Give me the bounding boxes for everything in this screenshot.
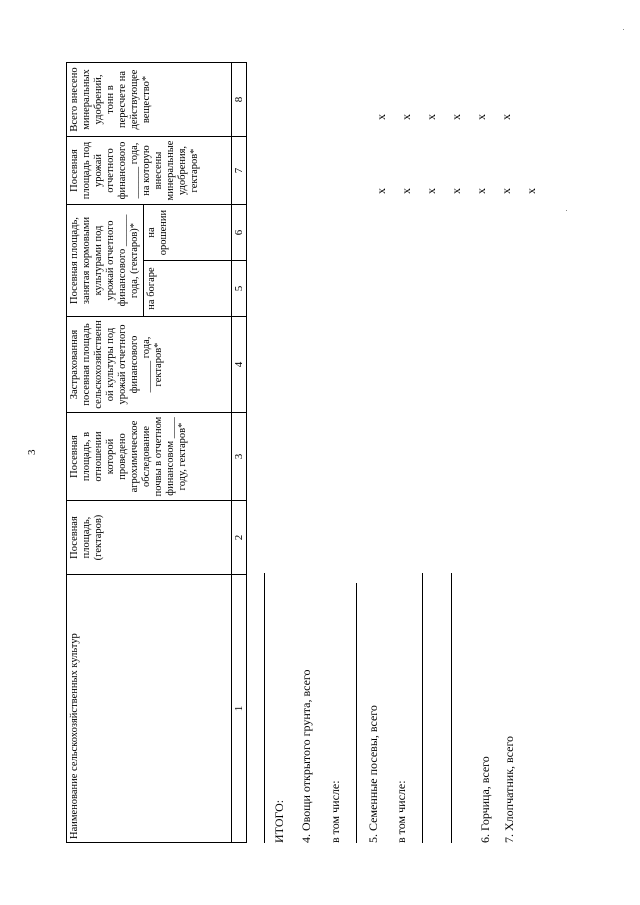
row-separator (451, 573, 452, 843)
rotated-page-content (66, 63, 611, 843)
total-row-label: ИТОГО: (272, 799, 286, 843)
page-number: 3 (26, 449, 38, 455)
not-applicable-mark: x (399, 114, 413, 120)
column-number-2: 2 (232, 501, 247, 575)
including-label: в том числе: (394, 780, 408, 843)
header-agrochemical-survey: Посевная площадь, в отношении которой проведено агрохимическое обследование почвы в отчетном финансовом ____ году, гектаров* (67, 413, 232, 501)
scan-artifact (623, 29, 624, 30)
table-body-rows (246, 63, 611, 843)
column-number-8: 8 (232, 63, 247, 137)
not-applicable-mark: x (474, 188, 488, 194)
header-fodder-crops-area: Посевная площадь, занятая кормовыми культурами под урожай отчетного финансового ______ года, (гектаров)* (67, 205, 144, 317)
row-separator (422, 573, 423, 843)
header-crop-name: Наименование сельскохозяйственных культур (67, 575, 232, 843)
header-irrigated: на орошении (144, 205, 232, 261)
header-fertilizer-total: Всего внесено минеральных удобрений, тонн в пересчете на действующее вещество* (67, 63, 232, 137)
row-separator (264, 573, 265, 843)
seed-crops-row-label: 5. Семенные посевы, всего (366, 705, 380, 843)
column-number-6: 6 (232, 205, 247, 261)
not-applicable-mark: x (499, 114, 513, 120)
not-applicable-mark: x (424, 114, 438, 120)
cotton-row-label: 7. Хлопчатник, всего (502, 735, 516, 843)
not-applicable-mark: x (424, 188, 438, 194)
header-rainfed: на богаре (144, 261, 232, 317)
column-number-5: 5 (232, 261, 247, 317)
header-fertilized-area: Посевная площадь под урожай отчетного финансового ______ года, на которую внесены минеральные удобрения, гектаров* (67, 137, 232, 205)
mustard-row-label: 6. Горчица, всего (478, 756, 492, 843)
column-number-1: 1 (232, 575, 247, 843)
including-label: в том числе: (328, 780, 342, 843)
not-applicable-mark: x (474, 114, 488, 120)
not-applicable-mark: x (399, 188, 413, 194)
not-applicable-mark: x (449, 188, 463, 194)
vegetables-row-label: 4. Овощи открытого грунта, всего (299, 669, 313, 843)
column-number-7: 7 (232, 137, 247, 205)
not-applicable-mark: x (374, 188, 388, 194)
row-separator (356, 583, 357, 843)
column-number-4: 4 (232, 317, 247, 413)
header-sown-area: Посевная площадь, (гектаров) (67, 501, 232, 575)
header-insured-area: Застрахованная посевная площадь сельскохозяйственной культуры под урожай отчетного финансового ______ года, гектаров* (67, 317, 232, 413)
crop-area-table (66, 62, 247, 843)
not-applicable-mark: x (524, 188, 538, 194)
not-applicable-mark: x (374, 114, 388, 120)
not-applicable-mark: x (499, 188, 513, 194)
not-applicable-mark: x (449, 114, 463, 120)
column-number-3: 3 (232, 413, 247, 501)
